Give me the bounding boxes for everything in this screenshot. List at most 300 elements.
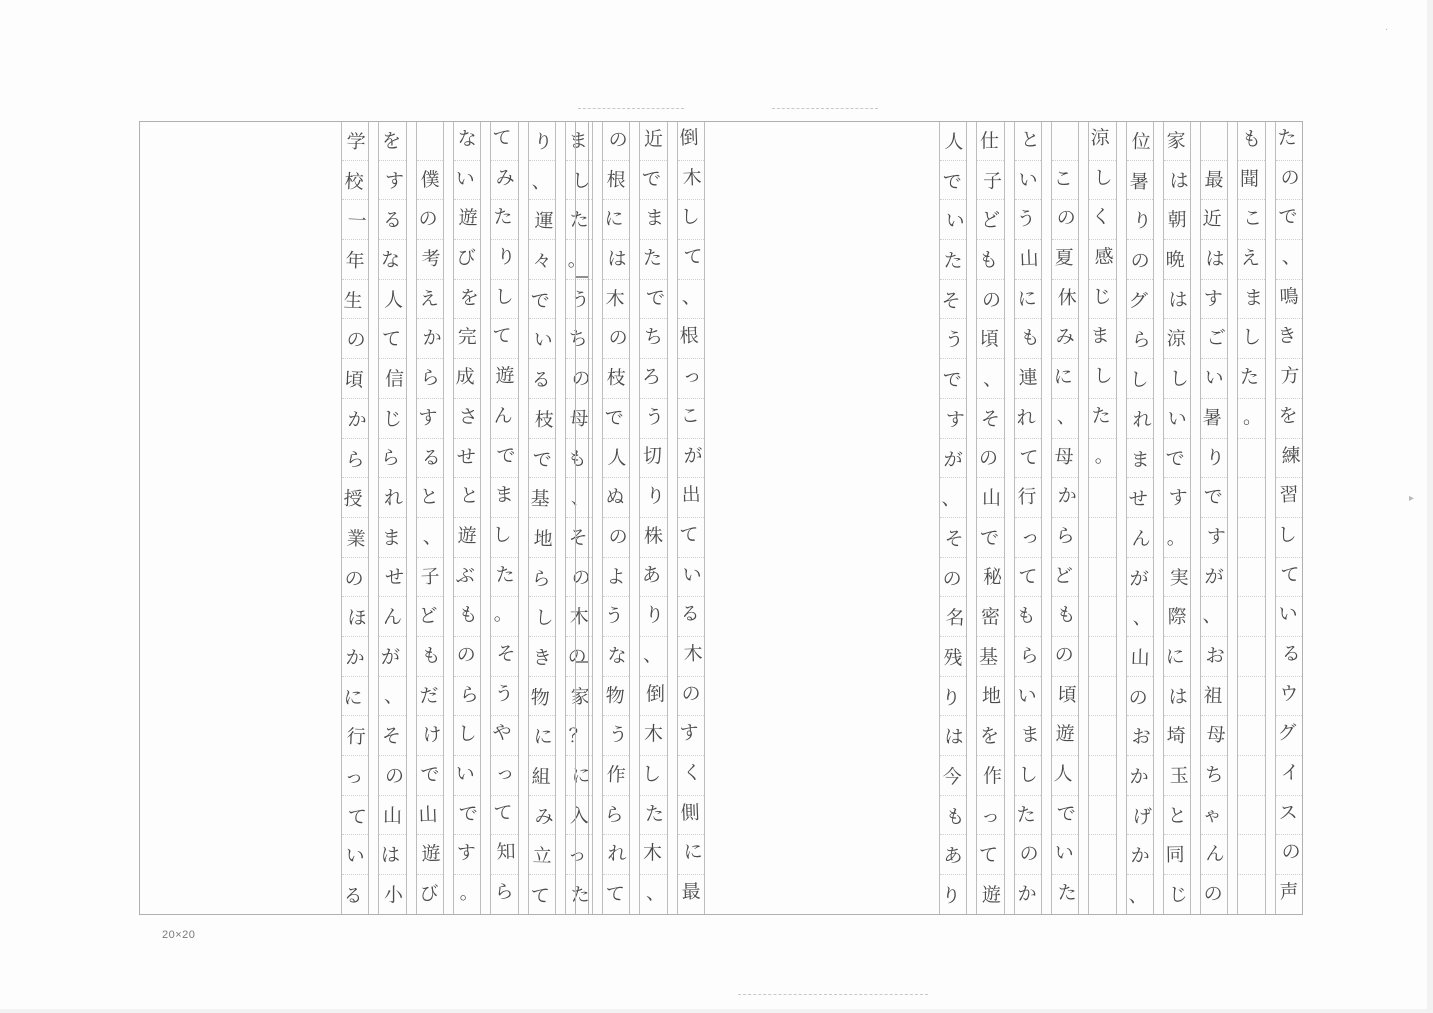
handwritten-character: く xyxy=(681,761,702,785)
handwritten-character: に xyxy=(1053,365,1073,389)
grid-cell xyxy=(1127,439,1153,479)
grid-cell xyxy=(379,597,405,637)
grid-cell xyxy=(1276,796,1302,836)
grid-cell xyxy=(1238,399,1264,439)
handwritten-character: 行 xyxy=(346,725,367,749)
grid-cell xyxy=(1164,240,1190,280)
grid-cell xyxy=(940,756,966,796)
grid-cell xyxy=(1276,161,1302,201)
grid-cell xyxy=(529,875,555,915)
grid-cell xyxy=(1015,518,1041,558)
column-gutter xyxy=(1042,121,1051,915)
grid-cell xyxy=(940,875,966,915)
grid-cell xyxy=(379,637,405,677)
handwritten-character: 山 xyxy=(981,487,1001,510)
grid-cell xyxy=(1164,677,1190,717)
handwritten-character: で xyxy=(1165,447,1185,470)
grid-cell xyxy=(1201,796,1227,836)
grid-cell xyxy=(454,677,480,717)
grid-cell xyxy=(379,677,405,717)
column-l6 xyxy=(490,121,518,915)
handwritten-character: 木 xyxy=(605,287,626,310)
handwritten-character: れ xyxy=(1015,406,1036,430)
handwritten-character: 近 xyxy=(1202,207,1223,231)
handwritten-character: ん xyxy=(1205,842,1226,866)
handwritten-character: 木 xyxy=(569,605,589,629)
column-gutter xyxy=(1154,121,1163,915)
handwritten-character: い xyxy=(1054,842,1074,865)
grid-cell xyxy=(529,756,555,796)
grid-cell xyxy=(1089,399,1115,439)
grid-cell xyxy=(454,756,480,796)
grid-cell xyxy=(977,161,1003,201)
grid-cell xyxy=(1164,558,1190,598)
grid-cell xyxy=(454,835,480,875)
grid-cell xyxy=(454,280,480,320)
handwritten-character: た xyxy=(1057,882,1077,905)
grid-cell xyxy=(491,399,517,439)
grid-cell xyxy=(977,677,1003,717)
handwritten-character: 、 xyxy=(570,486,590,510)
handwritten-character: ら xyxy=(459,683,479,706)
handwritten-character: 地 xyxy=(532,527,553,550)
grid-cell xyxy=(1052,796,1078,836)
handwritten-character: し xyxy=(1128,368,1149,392)
grid-cell xyxy=(640,677,666,717)
grid-cell xyxy=(1089,637,1115,677)
grid-cell xyxy=(1052,558,1078,598)
column-gutter xyxy=(1191,121,1200,915)
handwritten-character: 木 xyxy=(682,642,703,666)
handwritten-character: た xyxy=(645,802,665,825)
grid-cell xyxy=(1201,200,1227,240)
handwritten-character: し xyxy=(1242,326,1262,349)
handwritten-character: ゃ xyxy=(1202,803,1223,826)
handwritten-character: た xyxy=(569,209,589,232)
handwritten-character: 母 xyxy=(1054,445,1074,468)
handwritten-character: 業 xyxy=(346,527,367,551)
grid-cell xyxy=(1238,319,1264,359)
grid-cell xyxy=(417,597,443,637)
handwritten-character: み xyxy=(495,166,516,189)
handwritten-character: は xyxy=(1169,169,1189,192)
grid-cell xyxy=(417,121,443,161)
handwritten-character: 遊 xyxy=(981,884,1001,907)
handwritten-character: 株 xyxy=(644,524,664,547)
grid-cell xyxy=(491,875,517,915)
handwritten-character: な xyxy=(607,644,628,668)
handwritten-character: 校 xyxy=(344,170,365,193)
handwritten-character: い xyxy=(1167,407,1187,430)
grid-cell xyxy=(1164,756,1190,796)
handwritten-character: 残 xyxy=(943,646,964,670)
grid-cell xyxy=(529,478,555,518)
grid-cell xyxy=(1164,835,1190,875)
handwritten-character: し xyxy=(457,723,477,746)
grid-cell xyxy=(977,716,1003,756)
grid-cell xyxy=(1052,161,1078,201)
handwritten-character: は xyxy=(1168,288,1188,311)
handwritten-character: 、 xyxy=(530,170,551,193)
grid-cell xyxy=(1052,597,1078,637)
handwritten-character: う xyxy=(608,723,629,747)
grid-cell xyxy=(342,597,368,637)
handwritten-character: 生 xyxy=(343,289,364,312)
center-binding xyxy=(575,121,589,915)
grid-cell xyxy=(529,597,555,637)
grid-cell xyxy=(940,319,966,359)
grid-cell xyxy=(417,399,443,439)
handwritten-character: ま xyxy=(645,207,665,230)
grid-cell xyxy=(491,716,517,756)
handwritten-character: た xyxy=(1091,404,1112,427)
grid-cell xyxy=(940,240,966,280)
handwritten-character: て xyxy=(682,245,703,269)
grid-cell xyxy=(640,439,666,479)
stray-speck: · xyxy=(1385,25,1389,36)
grid-cell xyxy=(379,240,405,280)
grid-cell xyxy=(1089,518,1115,558)
grid-cell xyxy=(1015,637,1041,677)
handwritten-character: ら xyxy=(1018,644,1039,668)
handwritten-character: 、 xyxy=(383,685,403,708)
grid-cell xyxy=(977,359,1003,399)
grid-cell xyxy=(603,121,629,161)
handwritten-character: 頃 xyxy=(1057,683,1077,706)
grid-cell xyxy=(1015,756,1041,796)
handwritten-character: で xyxy=(496,444,517,467)
handwritten-character: い xyxy=(1277,602,1298,626)
grid-cell xyxy=(678,558,704,598)
grid-cell xyxy=(529,637,555,677)
grid-cell xyxy=(678,280,704,320)
grid-cell xyxy=(529,399,555,439)
grid-cell xyxy=(417,200,443,240)
handwritten-character: 倒 xyxy=(646,683,666,706)
grid-cell xyxy=(1052,875,1078,915)
grid-cell xyxy=(640,835,666,875)
handwritten-character: が xyxy=(1128,567,1149,590)
grid-cell xyxy=(1201,677,1227,717)
handwritten-character: 木 xyxy=(681,166,702,189)
handwritten-character: 作 xyxy=(982,764,1002,787)
handwritten-character: 物 xyxy=(605,684,626,707)
grid-cell xyxy=(1276,716,1302,756)
handwritten-character: く xyxy=(1091,205,1112,229)
handwritten-character: ち xyxy=(568,328,588,351)
grid-cell xyxy=(417,677,443,717)
handwritten-character: の xyxy=(346,328,367,352)
grid-cell xyxy=(977,478,1003,518)
handwritten-character: に xyxy=(343,686,364,709)
handwritten-character: 仕 xyxy=(979,129,999,152)
handwritten-character: の xyxy=(1054,643,1074,666)
grid-cell xyxy=(491,319,517,359)
grid-cell xyxy=(678,161,704,201)
handwritten-character: 遊 xyxy=(458,207,478,230)
handwritten-character: じ xyxy=(1168,884,1188,907)
handwritten-character: か xyxy=(421,326,442,350)
column-gutter xyxy=(481,121,490,915)
grid-cell xyxy=(1127,518,1153,558)
grid-cell xyxy=(491,478,517,518)
grid-cell xyxy=(940,280,966,320)
grid-cell xyxy=(1127,319,1153,359)
handwritten-character: 学 xyxy=(346,130,367,154)
handwritten-character: 山 xyxy=(382,804,402,827)
handwritten-character: 休 xyxy=(1057,286,1077,309)
handwritten-character: し xyxy=(1276,523,1297,547)
handwritten-character: た xyxy=(643,246,663,269)
handwritten-character: れ xyxy=(607,842,628,866)
grid-cell xyxy=(417,359,443,399)
grid-cell xyxy=(1164,359,1190,399)
handwritten-character: の xyxy=(608,326,629,350)
grid-cell xyxy=(1164,200,1190,240)
handwritten-character: 基 xyxy=(529,487,550,511)
handwritten-character: 感 xyxy=(1094,245,1115,269)
grid-cell xyxy=(1238,240,1264,280)
grid-cell xyxy=(977,875,1003,915)
grid-cell xyxy=(1276,359,1302,399)
grid-cell xyxy=(977,121,1003,161)
grid-cell xyxy=(417,161,443,201)
handwritten-character: グ xyxy=(1127,289,1148,312)
handwritten-character: そ xyxy=(980,407,1000,430)
grid-cell xyxy=(1164,319,1190,359)
grid-cell xyxy=(603,558,629,598)
column-gutter xyxy=(593,121,602,915)
grid-cell xyxy=(1052,677,1078,717)
handwritten-character: で xyxy=(1203,485,1224,509)
handwritten-character: だ xyxy=(418,684,439,707)
handwritten-character: り xyxy=(496,245,517,269)
grid-cell xyxy=(1276,875,1302,915)
grid-cell xyxy=(977,756,1003,796)
grid-cell xyxy=(1238,835,1264,875)
grid-cell xyxy=(1164,518,1190,558)
handwritten-character: の xyxy=(981,288,1001,311)
grid-cell xyxy=(1015,161,1041,201)
grid-cell xyxy=(1276,478,1302,518)
handwritten-character: る xyxy=(530,368,551,392)
grid-cell xyxy=(342,439,368,479)
column-r9 xyxy=(976,121,1004,915)
handwritten-character: 秘 xyxy=(982,566,1002,589)
grid-cell xyxy=(1052,359,1078,399)
grid-cell xyxy=(1201,558,1227,598)
handwritten-character: せ xyxy=(456,445,476,468)
grid-cell xyxy=(379,796,405,836)
handwritten-character: す xyxy=(1203,287,1224,310)
handwritten-character: た xyxy=(1276,126,1297,150)
grid-cell xyxy=(1276,399,1302,439)
grid-cell xyxy=(491,518,517,558)
grid-cell xyxy=(940,558,966,598)
grid-cell xyxy=(1089,161,1115,201)
handwritten-character: た xyxy=(1015,803,1036,826)
grid-cell xyxy=(342,280,368,320)
grid-cell xyxy=(1089,716,1115,756)
handwritten-character: こ xyxy=(679,404,700,428)
grid-cell xyxy=(1238,637,1264,677)
grid-cell xyxy=(417,637,443,677)
grid-cell xyxy=(1276,597,1302,637)
grid-cell xyxy=(379,399,405,439)
grid-cell xyxy=(1201,597,1227,637)
grid-cell xyxy=(940,716,966,756)
handwritten-character: 涼 xyxy=(1166,328,1186,351)
handwritten-character: す xyxy=(456,842,476,865)
handwritten-character: で xyxy=(1056,802,1076,825)
handwritten-character: ん xyxy=(382,606,402,629)
handwritten-character: 遊 xyxy=(457,524,477,547)
grid-cell xyxy=(1015,677,1041,717)
handwritten-character: た xyxy=(495,563,516,586)
handwritten-character: て xyxy=(605,883,626,906)
handwritten-character: 物 xyxy=(529,686,550,709)
grid-cell xyxy=(1052,637,1078,677)
column-gutter xyxy=(444,121,453,915)
grid-cell xyxy=(603,875,629,915)
grid-cell xyxy=(1015,597,1041,637)
handwritten-character: お xyxy=(1130,725,1151,749)
handwritten-character: じ xyxy=(382,407,402,430)
handwritten-character: 側 xyxy=(679,801,700,824)
handwritten-character: 声 xyxy=(1278,881,1299,904)
handwritten-character: 人 xyxy=(944,130,965,154)
page-edge-bottom xyxy=(0,1009,1433,1013)
grid-cell xyxy=(529,439,555,479)
grid-cell xyxy=(1238,597,1264,637)
grid-cell xyxy=(1127,399,1153,439)
handwritten-character: の xyxy=(344,567,365,590)
handwritten-character: る xyxy=(382,209,402,232)
handwritten-character: で xyxy=(979,526,999,549)
grid-cell xyxy=(1052,478,1078,518)
grid-cell xyxy=(379,121,405,161)
grid-cell xyxy=(1089,240,1115,280)
handwritten-character: ま xyxy=(1129,448,1150,471)
grid-cell xyxy=(640,240,666,280)
grid-cell xyxy=(342,161,368,201)
handwritten-character: 暑 xyxy=(1128,170,1149,193)
handwritten-character: 練 xyxy=(1280,443,1301,467)
handwritten-character: え xyxy=(1241,246,1261,269)
handwritten-character: の xyxy=(1203,883,1224,906)
grid-cell xyxy=(603,240,629,280)
handwritten-character: し xyxy=(1017,763,1038,787)
column-gutter xyxy=(369,121,378,915)
grid-cell xyxy=(529,796,555,836)
handwritten-character: ま xyxy=(1090,325,1111,348)
grid-cell xyxy=(678,319,704,359)
grid-cell xyxy=(1276,677,1302,717)
handwritten-character: う xyxy=(1015,207,1036,231)
handwritten-character: ま xyxy=(381,526,401,549)
handwritten-character: 山 xyxy=(417,803,438,826)
handwritten-character: っ xyxy=(567,844,587,867)
grid-cell xyxy=(640,716,666,756)
handwritten-character: る xyxy=(1280,642,1301,666)
handwritten-character: そ xyxy=(941,289,962,312)
handwritten-character: 枝 xyxy=(606,366,627,390)
handwritten-character: 。 xyxy=(493,602,514,626)
handwritten-character: で xyxy=(419,763,440,787)
grid-cell xyxy=(342,240,368,280)
handwritten-character: 小 xyxy=(383,884,403,907)
grid-cell xyxy=(1127,796,1153,836)
grid-cell xyxy=(1089,875,1115,915)
grid-cell xyxy=(379,280,405,320)
handwritten-character: や xyxy=(492,721,513,745)
handwritten-character: っ xyxy=(1019,525,1040,549)
handwritten-character: し xyxy=(1093,364,1114,388)
grid-cell xyxy=(640,796,666,836)
handwritten-character: の xyxy=(571,367,591,391)
grid-cell xyxy=(977,280,1003,320)
grid-cell xyxy=(529,319,555,359)
handwritten-character: の xyxy=(608,128,629,152)
grid-cell xyxy=(1276,240,1302,280)
handwritten-character: で xyxy=(604,406,625,430)
grid-cell xyxy=(1015,875,1041,915)
handwritten-character: 、 xyxy=(1280,245,1301,269)
handwritten-character: び xyxy=(418,883,439,906)
grid-cell xyxy=(342,835,368,875)
handwritten-character: 木 xyxy=(644,723,664,746)
grid-cell xyxy=(1238,200,1264,240)
grid-cell xyxy=(1127,161,1153,201)
handwritten-character: が xyxy=(682,443,703,467)
handwritten-character: る xyxy=(420,445,441,469)
handwritten-character: 、 xyxy=(1202,604,1223,628)
handwritten-character: 、 xyxy=(646,882,666,905)
handwritten-character: ら xyxy=(345,447,366,471)
handwritten-character: 枝 xyxy=(533,408,554,431)
grid-cell xyxy=(603,756,629,796)
column-l9 xyxy=(378,121,406,915)
column-gutter xyxy=(556,121,565,915)
grid-cell xyxy=(1127,756,1153,796)
column-l2 xyxy=(639,121,667,915)
handwritten-character: 母 xyxy=(1206,723,1227,747)
grid-cell xyxy=(1276,200,1302,240)
grid-cell xyxy=(640,161,666,201)
handwritten-character: ウ xyxy=(1278,682,1299,705)
grid-cell xyxy=(1276,835,1302,875)
grid-cell xyxy=(1276,319,1302,359)
handwritten-character: ま xyxy=(1019,723,1040,747)
handwritten-character: 位 xyxy=(1130,130,1151,154)
grid-cell xyxy=(1089,796,1115,836)
handwritten-character: で xyxy=(531,448,552,471)
handwritten-character: 連 xyxy=(1017,366,1038,390)
handwritten-character: 家 xyxy=(1166,129,1186,152)
handwritten-character: 母 xyxy=(569,407,589,430)
handwritten-character: ？ xyxy=(568,725,588,748)
grid-cell xyxy=(678,875,704,915)
handwritten-character: の xyxy=(456,643,476,666)
grid-cell xyxy=(529,359,555,399)
handwritten-character: し xyxy=(1169,367,1189,391)
handwritten-character: う xyxy=(944,328,965,352)
grid-cell xyxy=(417,518,443,558)
handwritten-character: 、 xyxy=(1131,606,1152,630)
handwritten-character: う xyxy=(494,682,515,705)
handwritten-character: す xyxy=(384,169,404,192)
grid-cell xyxy=(1089,756,1115,796)
